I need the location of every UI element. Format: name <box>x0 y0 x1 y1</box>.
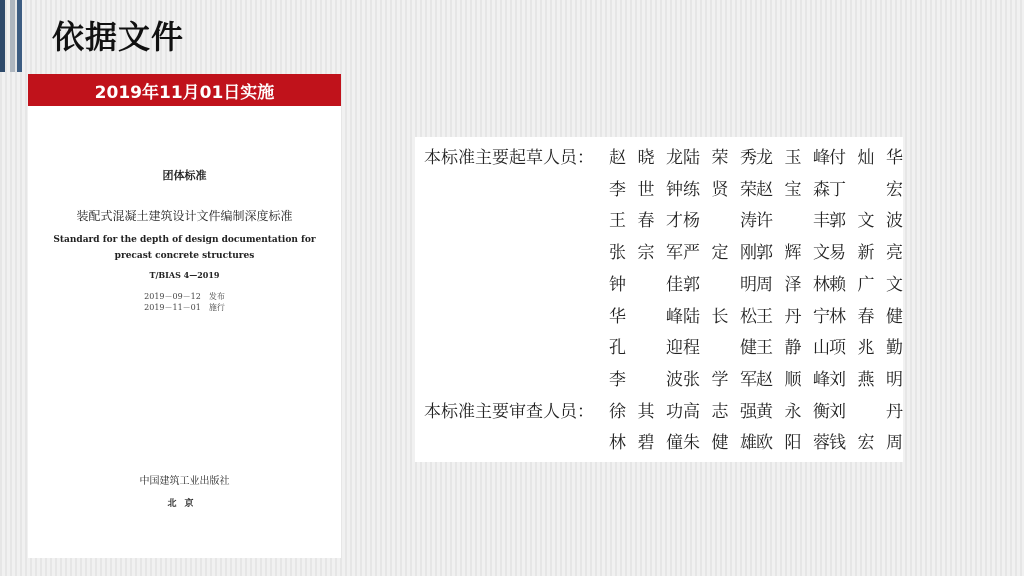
implementation-banner: 2019年11月01日实施 <box>28 74 341 106</box>
standard-title-cn: 装配式混凝土建筑设计文件编制深度标准 <box>76 209 293 223</box>
drafter-name: 郭明 <box>683 274 757 295</box>
reviewer-name: 刘丹 <box>829 401 903 422</box>
reviewer-row <box>415 430 903 456</box>
reviewer-name: 林碧僮 <box>609 433 683 454</box>
reviewers-label: 本标准主要审查人员： <box>424 401 594 422</box>
drafter-name: 孔迎 <box>609 338 683 359</box>
reviewer-name: 钱宏周 <box>829 433 903 454</box>
drafter-row <box>415 335 903 361</box>
standard-code: T/BIAS 4—2019 <box>149 270 220 280</box>
standard-title-en-line1: Standard for the depth of design documentation for <box>53 235 316 245</box>
accent-bar-gray <box>10 0 15 72</box>
accent-bar-blue-2 <box>17 0 22 72</box>
drafter-name: 练贤荣 <box>683 179 757 200</box>
drafter-name: 赵晓龙 <box>609 148 683 168</box>
drafter-name: 项兆勤 <box>829 338 903 359</box>
drafter-name: 付灿华 <box>829 148 903 168</box>
drafter-name: 赵顺峰 <box>756 369 830 390</box>
standard-title-en <box>28 232 341 264</box>
drafter-name: 王丹宁 <box>756 306 830 327</box>
drafter-name: 李波 <box>609 369 683 390</box>
drafter-name: 程健 <box>683 338 757 359</box>
reviewer-row <box>415 399 903 425</box>
standard-cover <box>28 74 341 558</box>
reviewer-name: 徐其功 <box>609 401 683 422</box>
drafter-name: 周泽林 <box>756 274 830 295</box>
drafter-name: 陆荣秀 <box>683 148 757 168</box>
drafter-name: 刘燕明 <box>829 369 903 390</box>
drafter-name: 杨涛 <box>683 211 757 232</box>
standard-category: 团体标准 <box>162 169 207 182</box>
drafter-row <box>415 272 903 298</box>
drafter-row <box>415 240 903 266</box>
standard-title-en-line2: precast concrete structures <box>114 251 255 261</box>
implement-date: 2019－11－01 施行 <box>144 303 225 312</box>
reviewer-name: 黄永衡 <box>756 401 830 422</box>
publisher-city: 北京 <box>167 499 202 509</box>
drafter-name: 郭辉文 <box>756 243 830 264</box>
drafter-name: 许丰 <box>756 211 830 232</box>
drafter-name: 李世钟 <box>609 179 683 200</box>
drafter-name: 钟佳 <box>609 274 683 295</box>
standard-dates <box>28 291 341 313</box>
drafter-name: 林春健 <box>829 306 903 327</box>
drafter-name: 郭文波 <box>829 211 903 232</box>
drafter-name: 严定刚 <box>683 243 757 264</box>
publish-date: 2019－09－12 发布 <box>144 292 225 301</box>
drafter-name: 龙玉峰 <box>756 148 830 168</box>
drafter-name: 张宗军 <box>609 243 683 264</box>
reviewer-name: 欧阳蓉 <box>756 433 830 454</box>
drafter-name: 华峰 <box>609 306 683 327</box>
drafter-name: 赵宝森 <box>756 179 830 200</box>
drafter-name: 张学军 <box>683 369 757 390</box>
drafter-name: 丁宏 <box>829 179 903 200</box>
drafter-name: 王春才 <box>609 211 683 232</box>
drafter-row <box>415 367 903 393</box>
reviewer-name: 朱健雄 <box>683 433 757 454</box>
drafter-name: 陆长松 <box>683 306 757 327</box>
drafter-name: 易新亮 <box>829 243 903 264</box>
drafter-name: 赖广文 <box>829 274 903 295</box>
drafter-row <box>415 145 903 171</box>
reviewer-name: 高志强 <box>683 401 757 422</box>
drafter-name: 王静山 <box>756 338 830 359</box>
publisher: 中国建筑工业出版社 <box>139 476 230 487</box>
drafter-row <box>415 177 903 203</box>
drafter-row <box>415 304 903 330</box>
slide-title: 依据文件 <box>52 18 185 56</box>
accent-bar-blue <box>0 0 5 72</box>
drafters-label: 本标准主要起草人员： <box>424 148 594 168</box>
drafter-row <box>415 208 903 234</box>
personnel-list <box>415 137 903 462</box>
